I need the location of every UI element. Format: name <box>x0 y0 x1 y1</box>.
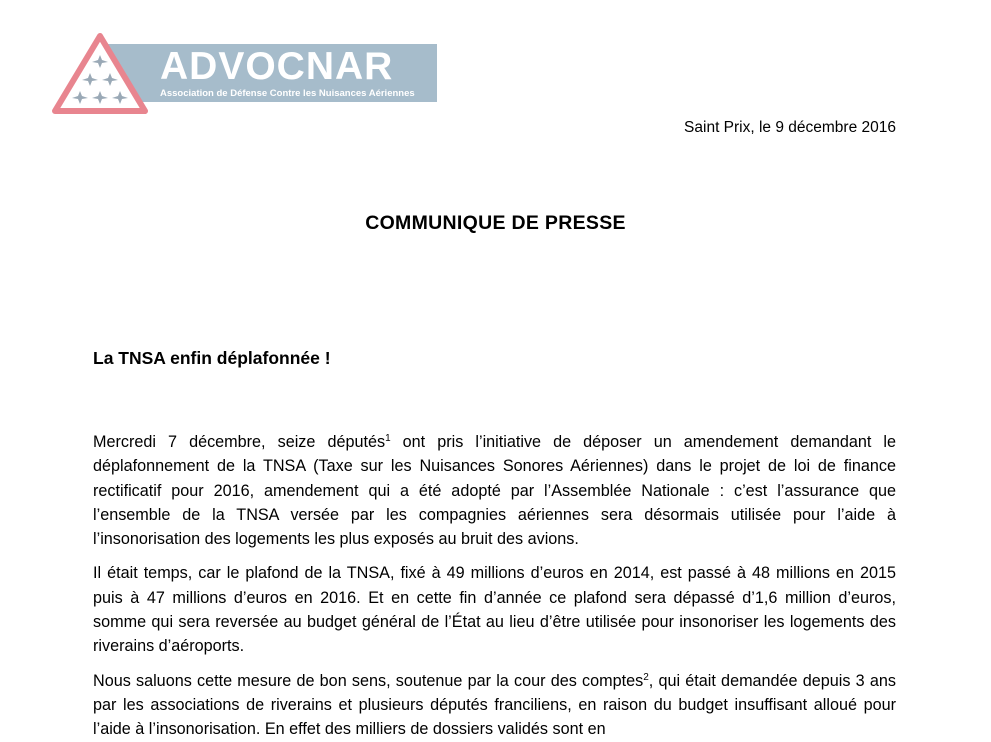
paragraph-2: Il était temps, car le plafond de la TNSA, fixé à 49 millions d’euros en 2014, est passé à 48 millions en 2015 puis à 47 millions d’euros en 2016. Et en cette fin d’année ce plafond sera dépassé d’1,6 million d’euros, somme qui sera reversée au budget général de l’État au lieu d’être utilisée pour insonoriser les logements des riverains d’aéroports. <box>93 564 896 656</box>
footnote-ref-1: 1 <box>385 433 391 444</box>
headline: La TNSA enfin déplafonnée ! <box>93 348 331 368</box>
paragraph-1-start: Mercredi 7 décembre, seize députés <box>93 433 386 451</box>
logo-title: ADVOCNAR <box>160 45 394 88</box>
paragraph-3-rest: , qui était demandée depuis 3 ans par les associations de riverains et plusieurs députés franciliens, en raison du budget insuffisant alloué pour l’aide à l’insonorisation. En effet des milliers de dossiers validés sont en <box>93 671 896 739</box>
paragraph-3 <box>93 669 896 742</box>
paragraph-1 <box>93 430 896 551</box>
logo-subtitle: Association de Défense Contre les Nuisances Aériennes <box>160 88 415 99</box>
warning-triangle-plane-icon <box>52 33 148 115</box>
body-text <box>93 430 896 742</box>
paragraph-1-rest: ont pris l’initiative de déposer un amendement demandant le déplafonnement de la TNSA (Taxe sur les Nuisances Sonores Aériennes) dans le projet de loi de finance rectificatif pour 2016, amendement qui a été adopté par l’Assemblée Nationale : c’est l’assurance que l’ensemble de la TNSA versée par les compagnies aériennes sera désormais utilisée pour l’aide à l’insonorisation des logements les plus exposés au bruit des avions. <box>93 433 896 549</box>
advocnar-logo <box>52 33 438 115</box>
footnote-ref-2: 2 <box>643 671 649 683</box>
press-title: COMMUNIQUE DE PRESSE <box>365 212 626 234</box>
paragraph-3-start: Nous saluons cette mesure de bon sens, soutenue par la cour des comptes <box>93 671 644 690</box>
date-line: Saint Prix, le 9 décembre 2016 <box>684 119 896 136</box>
